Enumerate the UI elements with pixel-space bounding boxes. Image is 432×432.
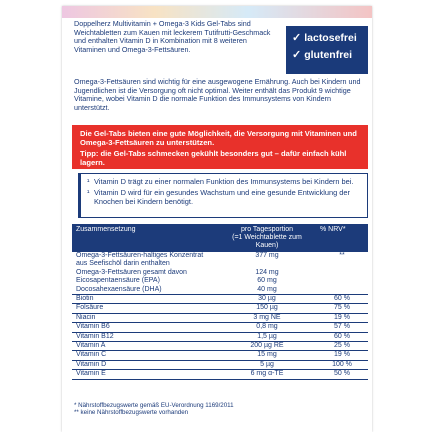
- badge-label: glutenfrei: [304, 49, 353, 61]
- nutrient-name: Docosahexaensäure (DHA): [72, 286, 218, 295]
- table-row: [72, 342, 368, 351]
- table-row: [72, 286, 368, 295]
- footnote: * Nährstoffbezugswerte gemäß EU-Verordnung 1169/2011: [74, 402, 234, 409]
- claim-item: [87, 178, 361, 187]
- nutrient-nrv: **: [339, 252, 345, 259]
- nutrient-amount: 124 mg: [255, 268, 279, 276]
- header-composition: Zusammensetzung: [72, 224, 218, 252]
- nutrient-amount: 1,5 µg: [218, 332, 316, 341]
- nutrient-nrv: [316, 269, 368, 277]
- nutrient-amount: 150 µg: [218, 304, 316, 313]
- nutrient-name: Niacin: [72, 313, 218, 322]
- table-header-row: [72, 224, 368, 252]
- nutrient-name: Vitamin D: [72, 360, 218, 369]
- badge-lactosefrei: [292, 30, 362, 47]
- nutrient-name: Vitamin A: [72, 342, 218, 351]
- check-icon: ✓: [292, 49, 302, 61]
- table-row: [72, 313, 368, 322]
- nutrient-amount: 3 mg NE: [218, 313, 316, 322]
- nutrient-name: Omega-3-Fettsäuren gesamt davon: [76, 268, 187, 276]
- nutrient-name: Eicosapentaensäure (EPA): [76, 277, 160, 285]
- footnote-marker-icon: ¹: [87, 177, 90, 186]
- nutrient-amount: 30 µg: [218, 295, 316, 304]
- nutrient-nrv: 19 %: [316, 351, 368, 360]
- table-row: [72, 304, 368, 313]
- top-decorative-strip: [62, 6, 372, 18]
- nutrient-nrv: 57 %: [316, 323, 368, 332]
- table-row: [72, 332, 368, 341]
- table-row: [72, 323, 368, 332]
- package-panel: [62, 6, 372, 432]
- nutrient-nrv: [316, 277, 368, 285]
- nutrient-amount: 40 mg: [218, 286, 316, 295]
- nutrient-amount: 377 mg: [255, 252, 279, 259]
- nutrient-name: Vitamin C: [72, 351, 218, 360]
- nutrient-name: Vitamin B6: [72, 323, 218, 332]
- nutrient-amount: 200 µg RE: [218, 342, 316, 351]
- table-row: [72, 277, 368, 285]
- table-row: [72, 351, 368, 360]
- header-nrv: % NRV*: [316, 224, 368, 252]
- header-daily-portion: pro Tagesportion (=1 Weichtablette zum Kauen): [218, 224, 316, 252]
- footnote: ** keine Nährstoffbezugswerte vorhanden: [74, 409, 189, 417]
- nutrition-table: [72, 224, 368, 380]
- highlight-line: Die Gel-Tabs bieten eine gute Möglichkeit, die Versorgung mit Vitaminen und Omega-3-Fettsäuren zu unterstützen.: [80, 129, 357, 147]
- nutrient-nrv: 50 %: [316, 370, 368, 379]
- nutrient-amount: 5 µg: [218, 360, 316, 369]
- intro-text: Doppelherz Multivitamin + Omega-3 Kids Gel-Tabs sind Weichtabletten zum Kauen mit leckerem Tutifrutti-Geschmack und enthalten Vitamin D in Kombination mit 8 weiteren Vitaminen und Omega-3-Fettsäuren.: [74, 19, 271, 54]
- omega-text: Omega-3-Fettsäuren sind wichtig für eine ausgewogene Ernährung. Auch bei Kindern und Jugendlichen ist die Versorgung oft nicht optimal. Weiter enthält das Produkt 9 wichtige Vitamine, wobei Vitamin D die normale Funktion des Immunsystems von Kindern unterstützt.: [74, 77, 361, 112]
- claim-item: [87, 189, 361, 207]
- nutrient-amount: 60 mg: [257, 277, 277, 285]
- claim-text: Vitamin D wird für ein gesundes Wachstum und eine gesunde Entwicklung der Knochen bei Kindern benötigt.: [94, 187, 350, 206]
- nutrient-nrv: 19 %: [316, 313, 368, 322]
- table-row: [72, 252, 368, 269]
- nutrient-nrv: 60 %: [316, 332, 368, 341]
- nutrient-name: Folsäure: [72, 304, 218, 313]
- nutrient-name: Biotin: [72, 295, 218, 304]
- nutrient-name: Vitamin E: [72, 370, 218, 379]
- nutrient-name: Vitamin B12: [72, 332, 218, 341]
- nutrient-nrv: 75 %: [316, 304, 368, 313]
- footnotes: [74, 402, 234, 417]
- nutrient-nrv: [316, 286, 368, 295]
- nutrient-nrv: 25 %: [316, 342, 368, 351]
- claims-box: [78, 173, 368, 218]
- table-row: [72, 360, 368, 369]
- check-icon: ✓: [292, 32, 302, 44]
- table-row: [72, 295, 368, 304]
- nutrient-name: Omega-3-Fettsäuren-haltiges Konzentrat aus Seefischöl darin enthalten: [76, 252, 204, 268]
- table-row: [72, 269, 368, 277]
- table-row: [72, 370, 368, 379]
- claim-text: Vitamin D trägt zu einer normalen Funktion des Immunsystems bei Kindern bei.: [94, 177, 354, 186]
- footnote-marker-icon: ¹: [87, 187, 90, 197]
- badge-glutenfrei: [292, 47, 362, 64]
- tip-line: Tipp: die Gel-Tabs schmecken gekühlt besonders gut – dafür einfach kühl lagern.: [80, 149, 347, 167]
- nutrient-amount: 6 mg α-TE: [218, 370, 316, 379]
- highlight-box: [72, 125, 368, 169]
- nutrient-nrv: 100 %: [316, 360, 368, 369]
- badge-label: lactosefrei: [304, 32, 357, 44]
- table-body: [72, 252, 368, 379]
- nutrient-nrv: 60 %: [316, 295, 368, 304]
- allergen-badge: [286, 26, 368, 74]
- nutrient-amount: 15 mg: [218, 351, 316, 360]
- nutrient-amount: 0,8 mg: [218, 323, 316, 332]
